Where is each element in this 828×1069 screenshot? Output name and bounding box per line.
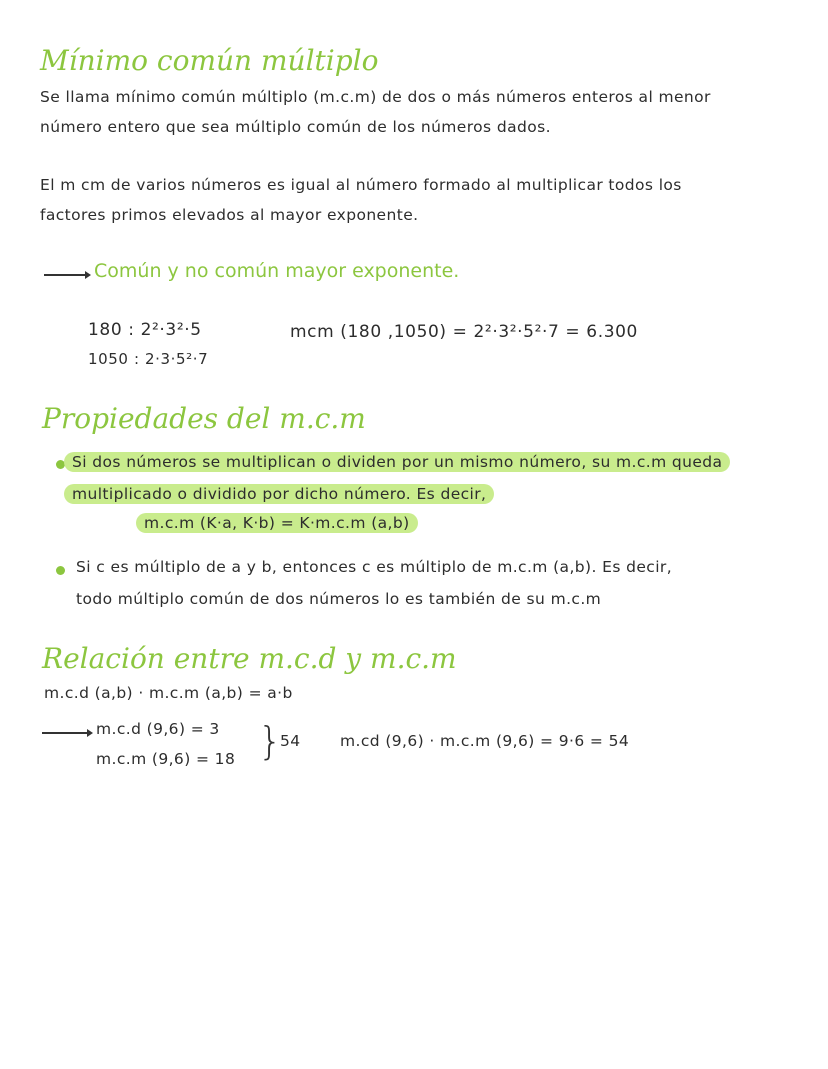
arrow-note: Común y no común mayor exponente. — [94, 260, 460, 282]
highlight: Si dos números se multiplican o dividen por un mismo número, su m.c.m queda — [64, 452, 730, 472]
definition-line-1: Se llama mínimo común múltiplo (m.c.m) de dos o más números enteros al menor — [40, 88, 711, 106]
rule-line-1: El m cm de varios números es igual al número formado al multiplicar todos los — [40, 176, 682, 194]
bullet-dot-icon — [56, 566, 65, 575]
section-title-mcm: Mínimo común múltiplo — [40, 44, 379, 77]
arrow-icon — [42, 728, 94, 738]
highlight: multiplicado o dividido por dicho número. Es decir, — [64, 484, 494, 504]
example-check: m.cd (9,6) · m.c.m (9,6) = 9·6 = 54 — [340, 732, 630, 750]
example-1050: 1050 : 2·3·5²·7 — [88, 350, 209, 368]
example-mcm: m.c.m (9,6) = 18 — [96, 750, 236, 768]
property-1-line-2 — [64, 485, 494, 503]
example-mcd: m.c.d (9,6) = 3 — [96, 720, 220, 738]
property-2-line-1: Si c es múltiplo de a y b, entonces c es múltiplo de m.c.m (a,b). Es decir, — [76, 558, 673, 576]
property-1-line-1 — [64, 453, 730, 471]
brace-icon: } — [258, 719, 283, 763]
property-1-formula — [136, 514, 418, 532]
section-title-relation: Relación entre m.c.d y m.c.m — [42, 642, 457, 675]
relation-formula: m.c.d (a,b) · m.c.m (a,b) = a·b — [44, 684, 293, 702]
arrow-icon — [44, 270, 92, 280]
definition-line-2: número entero que sea múltiplo común de los números dados. — [40, 118, 551, 136]
example-result: mcm (180 ,1050) = 2²·3²·5²·7 = 6.300 — [290, 322, 638, 342]
example-180: 180 : 2²·3²·5 — [88, 320, 202, 340]
section-title-properties: Propiedades del m.c.m — [42, 402, 366, 435]
property-2-line-2: todo múltiplo común de dos números lo es también de su m.c.m — [76, 590, 602, 608]
rule-line-2: factores primos elevados al mayor exponente. — [40, 206, 419, 224]
example-product: 54 — [280, 732, 301, 750]
highlight: m.c.m (K·a, K·b) = K·m.c.m (a,b) — [136, 513, 418, 533]
